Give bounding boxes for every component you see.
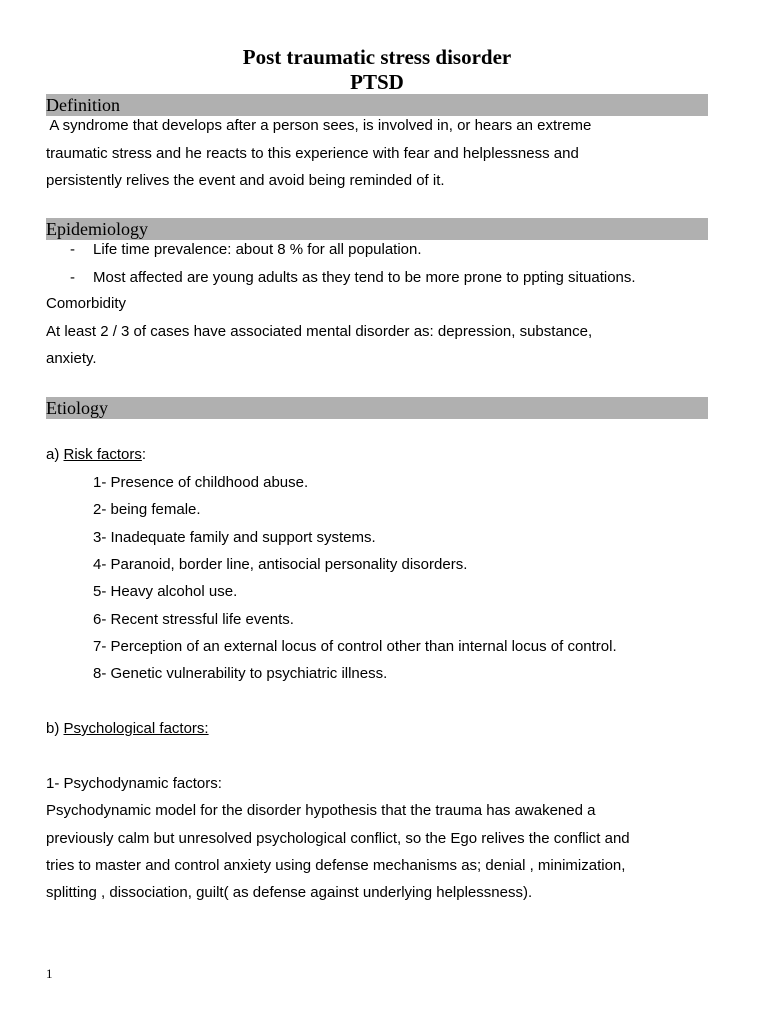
- document-subtitle: PTSD: [350, 70, 404, 94]
- list-item: 7- Perception of an external locus of control other than internal locus of control.: [93, 638, 617, 655]
- psychological-factors-heading: [46, 715, 209, 743]
- psychodynamic-line-3: tries to master and control anxiety using defense mechanisms as; denial , minimization,: [46, 856, 626, 874]
- list-item: 1- Presence of childhood abuse.: [93, 474, 309, 491]
- psychodynamic-line-4: splitting , dissociation, guilt( as defense against underlying helplessness).: [46, 884, 533, 901]
- comorbidity-line-1: At least 2 / 3 of cases have associated mental disorder as: depression, substance,: [46, 322, 593, 340]
- psychodynamic-line-1: Psychodynamic model for the disorder hypothesis that the trauma has awakened a: [46, 802, 596, 819]
- comorbidity-line-2: anxiety.: [46, 350, 97, 367]
- definition-line-3: persistently relives the event and avoid being reminded of it.: [46, 172, 445, 189]
- list-item: 3- Inadequate family and support systems.: [93, 528, 376, 546]
- definition-line-2: traumatic stress and he reacts to this experience with fear and helplessness and: [46, 144, 579, 162]
- list-item: 8- Genetic vulnerability to psychiatric illness.: [93, 665, 388, 682]
- psychodynamic-line-2: previously calm but unresolved psychological conflict, so the Ego relives the conflict and: [46, 829, 630, 847]
- section-heading-definition: Definition: [46, 94, 708, 116]
- risk-factors-suffix: :: [141, 446, 147, 463]
- bullet-text: Most affected are young adults as they tend to be more prone to ppting situations.: [93, 268, 636, 286]
- bullet-dash: -: [70, 241, 75, 258]
- list-item: 5- Heavy alcohol use.: [93, 583, 238, 600]
- psychological-factors-prefix: b): [46, 720, 64, 737]
- epidemiology-bullet: [70, 264, 636, 292]
- psychological-factors-label: Psychological factors:: [63, 720, 209, 737]
- definition-line-1: A syndrome that develops after a person sees, is involved in, or hears an extreme: [46, 117, 592, 134]
- comorbidity-label: Comorbidity: [46, 295, 127, 312]
- epidemiology-bullet: [70, 236, 422, 264]
- section-heading-etiology: Etiology: [46, 397, 708, 419]
- risk-factors-prefix: a): [46, 446, 64, 463]
- page-number: 1: [46, 966, 53, 981]
- bullet-text: Life time prevalence: about 8 % for all population.: [93, 241, 422, 258]
- risk-factors-heading: [46, 441, 146, 469]
- risk-factors-label: Risk factors: [63, 446, 142, 463]
- psychodynamic-heading: 1- Psychodynamic factors:: [46, 774, 222, 792]
- list-item: 2- being female.: [93, 501, 201, 518]
- list-item: 4- Paranoid, border line, antisocial personality disorders.: [93, 555, 468, 573]
- section-heading-epidemiology: Epidemiology: [46, 218, 708, 240]
- document-title: Post traumatic stress disorder: [242, 45, 512, 69]
- list-item: 6- Recent stressful life events.: [93, 610, 294, 628]
- bullet-dash: -: [70, 268, 75, 286]
